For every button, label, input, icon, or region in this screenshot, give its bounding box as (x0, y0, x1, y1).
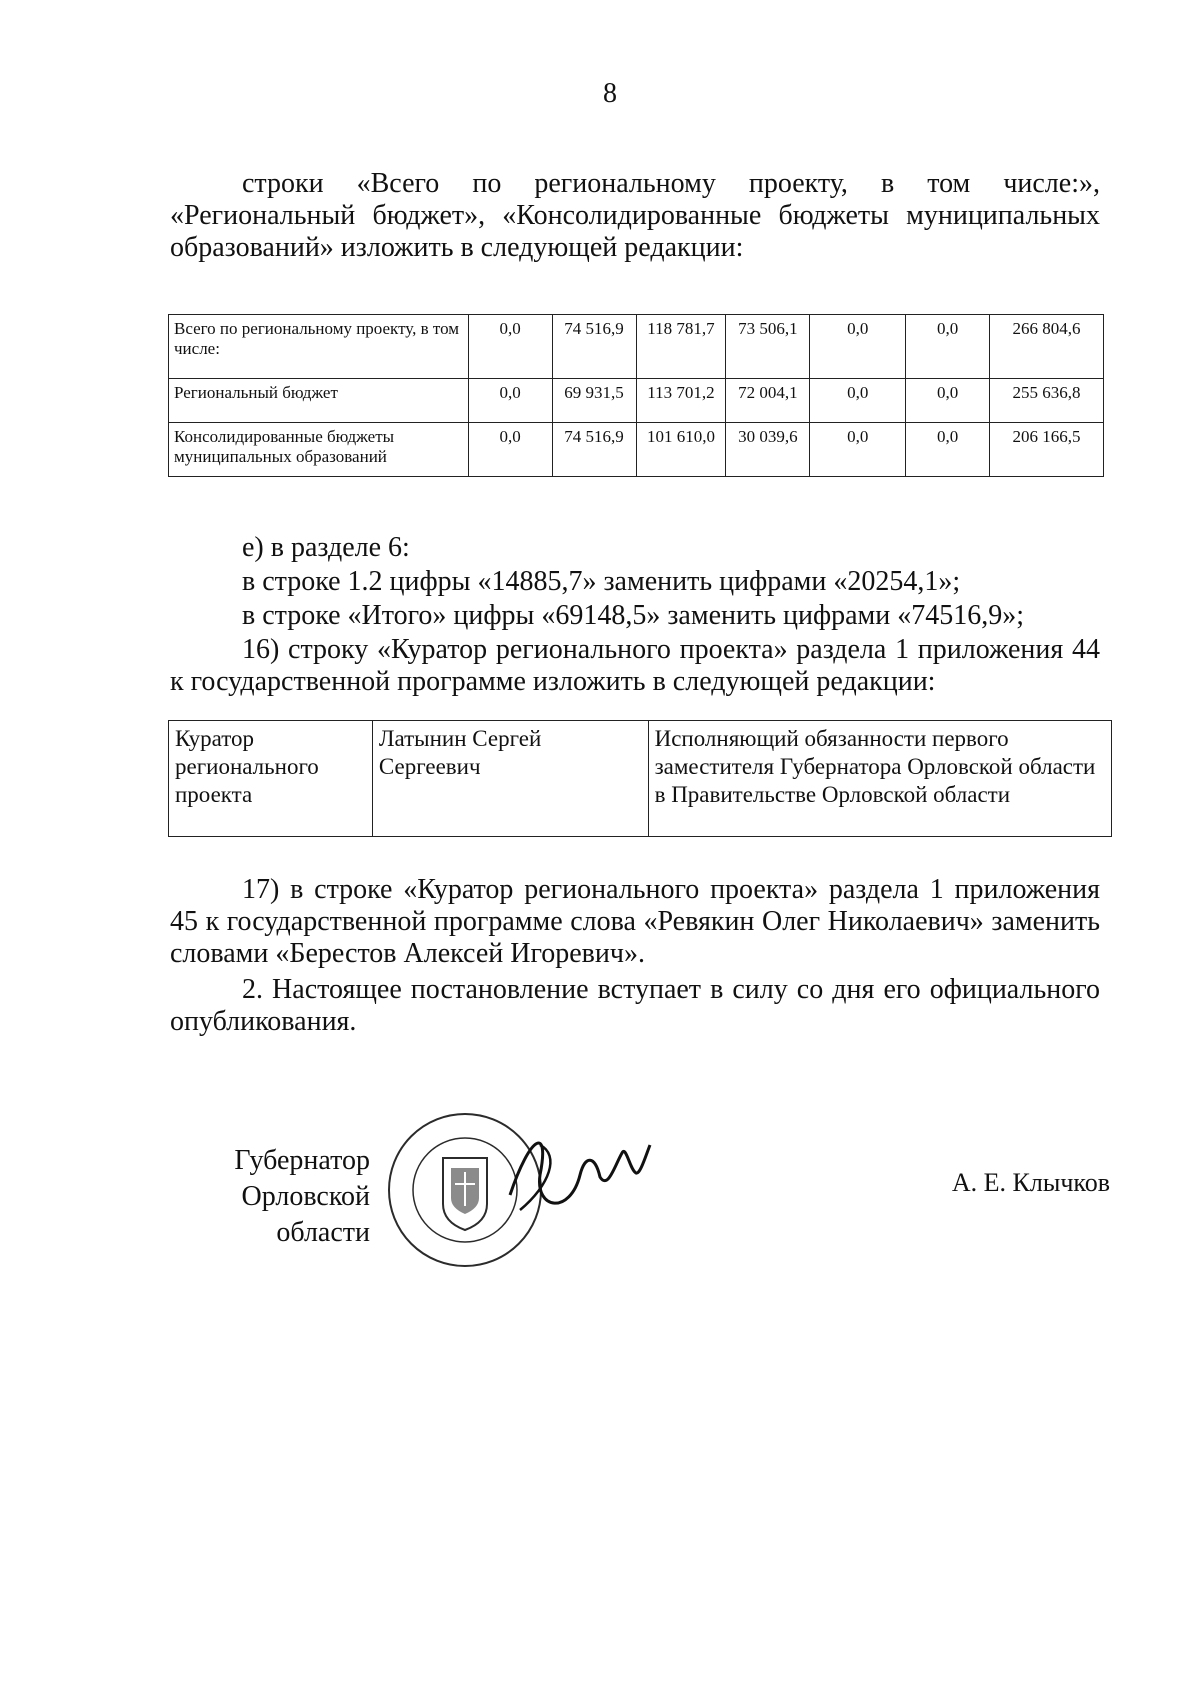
signatory-title-line: Орловской области (241, 1181, 370, 1248)
table-row (169, 423, 1104, 477)
table-row (169, 379, 1104, 423)
table-cell: 0,0 (810, 379, 906, 423)
section-e-heading: е) в разделе 6: (242, 532, 410, 563)
table-cell: 74 516,9 (552, 423, 636, 477)
curator-label: Куратор регионального проекта (169, 721, 373, 837)
signatory-title-line: Губернатор (234, 1145, 370, 1176)
curator-name: Латынин Сергей Сергеевич (372, 721, 648, 837)
table-cell: 0,0 (810, 315, 906, 379)
curator-position: Исполняющий обязанности первого заместителя Губернатора Орловской области в Правительстве Орловской области (648, 721, 1111, 837)
table-cell: 206 166,5 (990, 423, 1104, 477)
table-cell: 0,0 (906, 423, 990, 477)
page-number: 8 (603, 78, 617, 109)
table-cell: 255 636,8 (990, 379, 1104, 423)
signatory-name: А. Е. Клычков (951, 1168, 1110, 1197)
table-cell: 101 610,0 (636, 423, 726, 477)
budget-table (168, 314, 1104, 477)
table-cell: 73 506,1 (726, 315, 810, 379)
handwritten-signature-icon (500, 1115, 660, 1225)
table-cell: 118 781,7 (636, 315, 726, 379)
table-cell: 0,0 (906, 315, 990, 379)
table-cell: 0,0 (468, 315, 552, 379)
table-cell: 30 039,6 (726, 423, 810, 477)
table-row (169, 721, 1112, 837)
section-e-line: в строке «Итого» цифры «69148,5» заменить цифрами «74516,9»; (242, 600, 1024, 631)
table-cell: 69 931,5 (552, 379, 636, 423)
signatory-title (170, 1143, 370, 1251)
table-cell: 0,0 (906, 379, 990, 423)
table-cell: 0,0 (468, 423, 552, 477)
item-2-paragraph: 2. Настоящее постановление вступает в силу со дня его официального опубликования. (170, 974, 1100, 1037)
table-cell: 266 804,6 (990, 315, 1104, 379)
table-cell: 113 701,2 (636, 379, 726, 423)
row-label: Всего по региональному проекту, в том числе: (169, 315, 469, 379)
table-cell: 72 004,1 (726, 379, 810, 423)
table-row (169, 315, 1104, 379)
item-17-paragraph: 17) в строке «Куратор регионального проекта» раздела 1 приложения 45 к государственной программе слова «Ревякин Олег Николаевич» заменить словами «Берестов Алексей Игоревич». (170, 874, 1100, 969)
table-cell: 0,0 (810, 423, 906, 477)
curator-table (168, 720, 1112, 837)
row-label: Региональный бюджет (169, 379, 469, 423)
table-cell: 74 516,9 (552, 315, 636, 379)
intro-paragraph: строки «Всего по региональному проекту, в том числе:», «Региональный бюджет», «Консолидированные бюджеты муниципальных образований» изложить в следующей редакции: (170, 168, 1100, 263)
row-label: Консолидированные бюджеты муниципальных образований (169, 423, 469, 477)
section-e-line: в строке 1.2 цифры «14885,7» заменить цифрами «20254,1»; (242, 566, 961, 597)
table-cell: 0,0 (468, 379, 552, 423)
item-16-paragraph: 16) строку «Куратор регионального проекта» раздела 1 приложения 44 к государственной программе изложить в следующей редакции: (170, 634, 1100, 697)
